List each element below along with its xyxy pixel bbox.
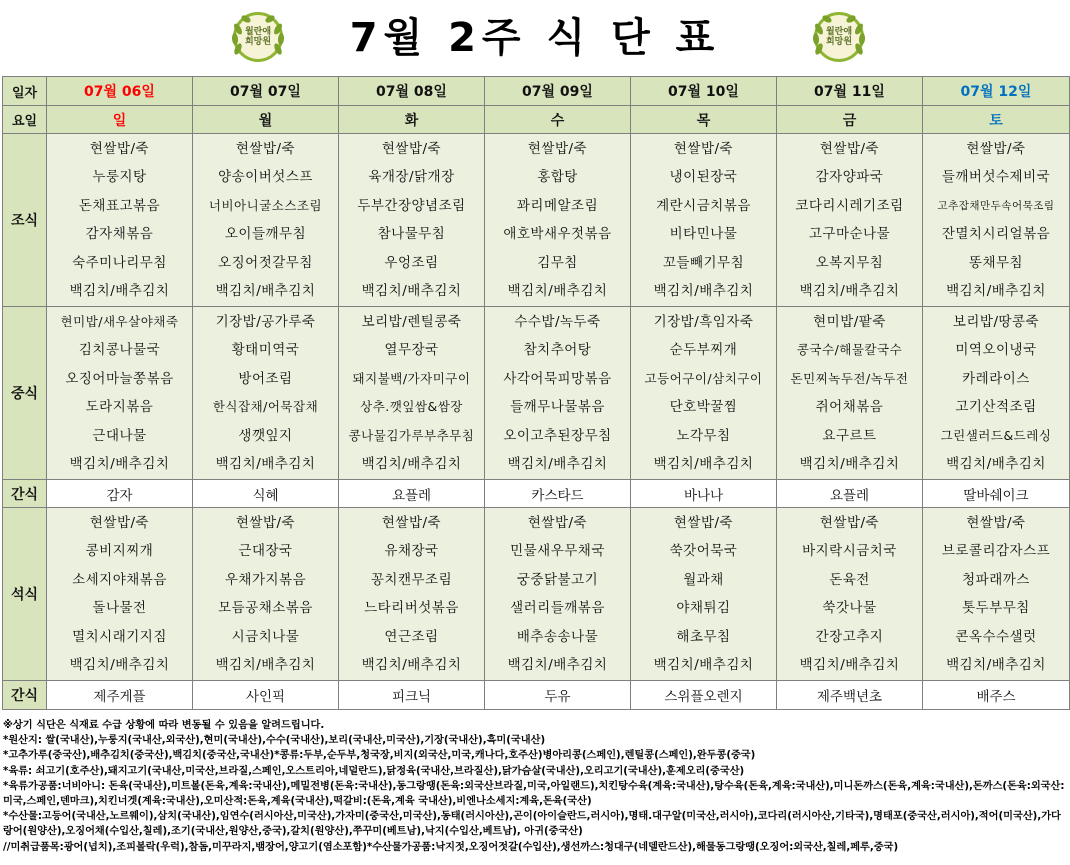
menu-item: 소세지야채볶음	[72, 571, 167, 588]
menu-item: 참나물무침	[377, 226, 446, 242]
page-header	[0, 0, 1070, 76]
menu-item: 돈채표고볶음	[78, 197, 161, 214]
menu-item: 궁중닭불고기	[516, 571, 599, 588]
menu-item: 현쌀밥/죽	[89, 140, 150, 157]
menu-item: 민물새우무채국	[510, 543, 605, 559]
menu-item: 쑥갓나물	[822, 600, 877, 616]
menu-cell	[339, 307, 485, 480]
menu-item: 너비아니굴소스조림	[208, 197, 323, 213]
menu-item: 톳두부무침	[962, 600, 1030, 616]
snack1-row	[3, 480, 1070, 508]
menu-item: 바지락시금치국	[802, 543, 897, 559]
snack-cell: 스위플오렌지	[631, 681, 777, 710]
menu-item: 황태미역국	[231, 342, 300, 358]
menu-cell	[923, 134, 1070, 307]
menu-item: 백김치/배추김치	[361, 657, 462, 673]
menu-cell	[777, 134, 923, 307]
menu-item: 양송이버섯스프	[218, 169, 313, 185]
menu-item: 사각어묵피망볶음	[503, 370, 612, 387]
menu-item: 단호박꿀찜	[669, 399, 738, 415]
menu-item: 열무장국	[384, 342, 439, 358]
menu-item: 보리밥/렌틸콩죽	[361, 313, 462, 330]
menu-cell	[485, 307, 631, 480]
menu-item: 백김치/배추김치	[507, 456, 608, 472]
menu-item: 요구르트	[822, 427, 877, 444]
menu-item: 멸치시래기지짐	[72, 628, 167, 645]
note-line: *육류: 쇠고기(호주산),돼지고기(국내산,미국산,브라질,스페인,오스트리아,네덜란드),닭정육(국내산,브라질산),닭가슴살(국내산),오리고기(국내산),훈제오리(중국산)	[3, 765, 745, 777]
menu-cell	[339, 134, 485, 307]
row-label-day: 요일	[3, 106, 47, 134]
note-line: //미취급품목:광어(넙치),조피볼락(우럭),참돔,미꾸라지,뱀장어,양고기(염소포함)*수산물가공품:낙지젓,오징어젓갈(수입산),생선까스:청대구(네델란드산),해물동그랑땡(오징어:외국산,칠레,페루,중국)	[3, 841, 899, 853]
menu-item: 근대나물	[92, 427, 147, 444]
snack-cell: 딸바쉐이크	[923, 480, 1070, 508]
menu-item: 순두부찌개	[669, 342, 738, 358]
menu-item: 쑥갓어묵국	[669, 543, 738, 559]
menu-cell	[923, 508, 1070, 681]
menu-item: 콩비지찌개	[85, 543, 154, 559]
snack-cell: 제주백년초	[777, 681, 923, 710]
dinner-row	[3, 508, 1070, 681]
day-cell: 금	[777, 106, 923, 134]
menu-item: 고등어구이/삼치구이	[644, 370, 763, 386]
menu-item: 오징어젓갈무침	[218, 254, 313, 271]
menu-item: 현쌀밥/죽	[235, 514, 296, 531]
menu-item: 현쌀밥/죽	[819, 514, 880, 531]
menu-item: 비타민나물	[669, 226, 738, 242]
menu-item: 김치콩나물국	[78, 342, 161, 358]
menu-item: 해초무침	[676, 628, 731, 645]
menu-item: 숙주미나리무침	[72, 254, 167, 271]
menu-item: 두부간장양념조림	[357, 197, 466, 214]
menu-item: 백김치/배추김치	[799, 657, 900, 673]
date-cell: 07월 10일	[631, 77, 777, 106]
menu-item: 현미밥/팥죽	[813, 313, 886, 330]
menu-item: 근대장국	[238, 543, 293, 559]
menu-item: 백김치/배추김치	[507, 283, 608, 299]
menu-cell	[47, 134, 193, 307]
menu-item: 생깻잎지	[238, 427, 293, 444]
menu-item: 콩나물김가루부추무침	[348, 427, 475, 443]
menu-item: 백김치/배추김치	[69, 456, 170, 472]
menu-item: 감자양파국	[815, 169, 884, 185]
menu-item: 돈육전	[829, 571, 870, 588]
menu-item: 콩국수/해물칼국수	[796, 342, 903, 357]
menu-item: 우엉조림	[384, 254, 439, 271]
menu-item: 우채가지볶음	[224, 571, 307, 588]
menu-cell	[777, 508, 923, 681]
menu-item: 모듬공채소볶음	[218, 600, 313, 616]
menu-item: 현쌀밥/죽	[381, 514, 442, 531]
menu-item: 현쌀밥/죽	[381, 140, 442, 157]
snack2-row	[3, 681, 1070, 710]
snack-cell: 피크닉	[339, 681, 485, 710]
menu-item: 현쌀밥/죽	[235, 140, 296, 157]
menu-item: 육개장/닭개장	[368, 169, 455, 185]
menu-item: 현쌀밥/죽	[673, 140, 734, 157]
menu-item: 도라지볶음	[85, 399, 154, 415]
menu-item: 상추.깻잎쌈&쌈장	[360, 399, 463, 414]
row-label-date: 일자	[3, 77, 47, 106]
day-cell: 월	[193, 106, 339, 134]
menu-item: 참치추어탕	[523, 342, 592, 358]
snack-cell: 제주게플	[47, 681, 193, 710]
menu-item: 현쌀밥/죽	[819, 140, 880, 157]
menu-item: 현미밥/새우살야채죽	[60, 313, 179, 329]
menu-item: 오이고추된장무침	[503, 427, 612, 444]
menu-item: 콘옥수수샐럿	[955, 628, 1037, 645]
note-line: ※상기 식단은 식재료 수급 상황에 따라 변동될 수 있음을 알려드립니다.	[3, 720, 325, 731]
note-line: *수산물:고등어(국내산,노르웨이),삼치(국내산),임연수(러시아산,미국산),가자미(중국산,미국산),동태(러시아산),곤이(아이슬란드,러시아),명태.대구알(미국산,러시아),코다리(러시아산,기타국),명태포(중국산,러시아),적어(미국산),가다랑어(원양산),오징어채(수입산,칠레),조기(국내산,원양산,중국),갈치(원양산),쭈꾸미(베트남),낙지(수입산,베트남), 아귀(중국산)	[3, 811, 1061, 838]
menu-item: 현쌀밥/죽	[966, 140, 1026, 157]
menu-item: 간장고추지	[815, 628, 884, 645]
notes-section	[3, 718, 1067, 855]
date-cell: 07월 11일	[777, 77, 923, 106]
meal-table	[2, 76, 1070, 710]
menu-cell	[485, 508, 631, 681]
menu-item: 돈민찌녹두전/녹두전	[790, 370, 909, 386]
snack-cell: 두유	[485, 681, 631, 710]
row-label-breakfast: 조식	[3, 134, 47, 307]
menu-item: 백김치/배추김치	[215, 283, 316, 299]
menu-item: 시금치나물	[231, 628, 300, 645]
date-cell: 07월 09일	[485, 77, 631, 106]
menu-item: 오이들깨무침	[224, 226, 307, 242]
row-label-lunch: 중식	[3, 307, 47, 480]
menu-item: 백김치/배추김치	[799, 456, 900, 472]
snack-cell: 배주스	[923, 681, 1070, 710]
snack-cell: 요플레	[339, 480, 485, 508]
menu-item: 코다리시레기조림	[795, 197, 904, 214]
menu-item: 현쌀밥/죽	[966, 514, 1026, 531]
menu-cell	[777, 307, 923, 480]
day-cell: 수	[485, 106, 631, 134]
menu-item: 현쌀밥/죽	[89, 514, 150, 531]
menu-item: 백김치/배추김치	[653, 456, 754, 472]
day-cell: 화	[339, 106, 485, 134]
menu-item: 백김치/배추김치	[799, 283, 900, 299]
logo-right	[814, 12, 864, 62]
menu-item: 감자채볶음	[85, 226, 154, 242]
menu-item: 느타리버섯볶음	[364, 600, 459, 616]
menu-item: 김무침	[537, 254, 578, 271]
menu-item: 청파래까스	[962, 571, 1030, 588]
menu-item: 야채튀김	[676, 600, 731, 616]
menu-item: 냉이된장국	[669, 169, 738, 185]
menu-item: 잔멸치시리얼볶음	[941, 226, 1051, 242]
menu-item: 한식잡채/어묵잡채	[212, 399, 319, 414]
day-cell: 일	[47, 106, 193, 134]
menu-item: 백김치/배추김치	[653, 283, 754, 299]
menu-item: 백김치/배추김치	[361, 456, 462, 472]
menu-cell	[631, 134, 777, 307]
menu-cell	[631, 307, 777, 480]
menu-item: 백김치/배추김치	[215, 456, 316, 472]
logo-text-2: 희망원	[825, 37, 853, 47]
menu-item: 오복지무침	[815, 254, 884, 271]
menu-item: 백김치/배추김치	[946, 456, 1046, 472]
breakfast-row	[3, 134, 1070, 307]
menu-item: 백김치/배추김치	[69, 657, 170, 673]
snack-cell: 사인픽	[193, 681, 339, 710]
row-label-snack: 간식	[3, 681, 47, 710]
row-label-snack: 간식	[3, 480, 47, 508]
menu-item: 꼬들빼기무침	[662, 254, 745, 271]
snack-cell: 요플레	[777, 480, 923, 508]
menu-item: 똥채무침	[968, 254, 1024, 271]
menu-item: 애호박새우젓볶음	[503, 226, 612, 242]
menu-item: 고구마순나물	[808, 226, 891, 242]
menu-item: 백김치/배추김치	[946, 657, 1046, 673]
menu-item: 노각무침	[676, 427, 731, 444]
menu-item: 들깨무나물볶음	[510, 399, 605, 415]
menu-item: 수수밥/녹두죽	[514, 313, 601, 330]
logo-text-1: 월란애	[244, 27, 272, 37]
menu-item: 백김치/배추김치	[361, 283, 462, 299]
menu-cell	[631, 508, 777, 681]
menu-item: 백김치/배추김치	[946, 283, 1046, 299]
menu-cell	[193, 508, 339, 681]
menu-item: 샐러리들깨볶음	[510, 600, 605, 616]
logo-text-2: 희망원	[244, 37, 272, 47]
menu-item: 유채장국	[384, 543, 439, 559]
menu-item: 누룽지탕	[92, 169, 147, 185]
menu-item: 기장밥/흑임자죽	[653, 313, 754, 330]
menu-item: 고추잡채만두속어묵조림	[937, 199, 1055, 212]
day-cell: 목	[631, 106, 777, 134]
menu-item: 방어조림	[238, 370, 293, 387]
menu-item: 배추송송나물	[516, 628, 599, 645]
menu-item: 보리밥/땅콩죽	[952, 313, 1040, 330]
menu-cell	[47, 307, 193, 480]
menu-item: 백김치/배추김치	[215, 657, 316, 673]
menu-cell	[193, 134, 339, 307]
menu-cell	[47, 508, 193, 681]
menu-item: 현쌀밥/죽	[527, 514, 588, 531]
snack-cell: 카스타드	[485, 480, 631, 508]
menu-item: 계란시금치볶음	[656, 197, 751, 214]
snack-cell: 식혜	[193, 480, 339, 508]
menu-item: 미역오이냉국	[955, 342, 1037, 358]
row-label-dinner: 석식	[3, 508, 47, 681]
menu-item: 백김치/배추김치	[69, 283, 170, 299]
date-cell: 07월 08일	[339, 77, 485, 106]
menu-item: 홍합탕	[537, 169, 578, 185]
menu-cell	[485, 134, 631, 307]
snack-cell: 바나나	[631, 480, 777, 508]
menu-item: 돌나물전	[92, 600, 147, 616]
menu-item: 월과채	[683, 571, 724, 588]
menu-item: 기장밥/공가루죽	[215, 313, 316, 330]
menu-item: 현쌀밥/죽	[527, 140, 588, 157]
menu-item: 꽁치캔무조림	[370, 571, 453, 588]
note-line: *고추가루(중국산),배추김치(중국산),백김치(중국산,국내산)*콩류:두부,순두부,청국장,비지(외국산,미국,캐나다,호주산)병아리콩(스페인),렌틸콩(스페인),완두콩(중국)	[3, 750, 756, 762]
menu-item: 브로콜리감자스프	[941, 543, 1051, 559]
date-row	[3, 77, 1070, 106]
day-cell: 토	[923, 106, 1070, 134]
snack-cell: 감자	[47, 480, 193, 508]
menu-cell	[193, 307, 339, 480]
menu-item: 백김치/배추김치	[507, 657, 608, 673]
menu-item: 연근조림	[384, 628, 439, 645]
menu-item: 오징어마늘쫑볶음	[65, 370, 174, 387]
menu-item: 고기산적조림	[955, 399, 1037, 415]
note-line: *육류가공품:너비아니: 돈육(국내산),미트볼(돈육,계육:국내산),메밀전병(돈육:국내산),동그랑땡(돈육:외국산브라질,미국,아일랜드),치킨탕수육(계육:국내산),탕수육(돈육,계육:국내산),미니돈까스(돈육,계육:국내산),돈까스(돈육:외국산:미국,스페인,덴마크),치킨너겟(계육:국내산),오미산적:돈육,계육(국내산),떡갈비:(돈육,계육 국내산),비엔나소세지:계육,돈육(국산)	[3, 780, 1065, 808]
lunch-row	[3, 307, 1070, 480]
menu-item: 그린샐러드&드레싱	[940, 427, 1052, 443]
menu-item: 꽈리메알조림	[516, 197, 599, 214]
menu-item: 카레라이스	[962, 370, 1030, 387]
menu-cell	[339, 508, 485, 681]
note-line: *원산지: 쌀(국내산),누룽지(국내산,외국산),현미(국내산),수수(국내산),보리(국내산,미국산),기장(국내산),흑미(국내산)	[3, 735, 546, 747]
date-cell: 07월 07일	[193, 77, 339, 106]
page-title: 7월 2주 식 단 표	[349, 15, 721, 61]
day-row	[3, 106, 1070, 134]
menu-item: 들깨버섯수제비국	[941, 169, 1051, 185]
menu-item: 쥐어채볶음	[815, 399, 884, 415]
date-cell: 07월 06일	[47, 77, 193, 106]
menu-item: 백김치/배추김치	[653, 657, 754, 673]
menu-cell	[923, 307, 1070, 480]
logo-text-1: 월란애	[825, 27, 853, 37]
menu-item: 돼지불백/가자미구이	[352, 370, 471, 386]
date-cell: 07월 12일	[923, 77, 1070, 106]
menu-item: 현쌀밥/죽	[673, 514, 734, 531]
